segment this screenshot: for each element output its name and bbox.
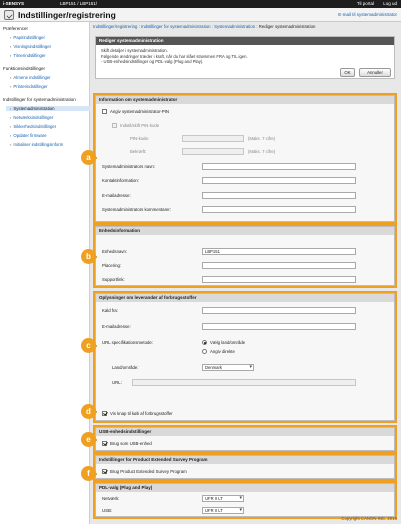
pin-input[interactable] [182, 135, 244, 142]
section-admin-title: Information om systemadministrator [96, 96, 394, 104]
url-method-label: URL specifikationsmetode: [102, 340, 153, 345]
section-device-title: Enhedsinformation [96, 227, 394, 235]
section-survey-title: Indstillinger for Product Extended Survey Program [96, 456, 394, 464]
admin-comment-input[interactable] [202, 206, 356, 213]
section-pdl-title: PDL-valg (Plug and Play) [96, 484, 394, 492]
supplier-email-label: E-mailadresse: [102, 324, 131, 329]
section-supplier-info [95, 293, 395, 421]
pin-max-note: (Maks. 7 cifre) [248, 136, 276, 141]
use-survey-label: Brug Product Extended Survey Program [110, 469, 187, 474]
show-buy-button-label: Vis knap til køb af forbrugsstoffer [110, 411, 173, 416]
direct-url-label: Angiv direkte [210, 349, 235, 354]
admin-name-label: Systemadministrators navn: [102, 164, 156, 169]
sidebar-item-initialize[interactable]: ▪ Initialiser indstillingsinform [10, 142, 63, 147]
sidebar-group-preferences: Præferencer [3, 26, 29, 31]
section-device-info [95, 226, 395, 286]
supplier-email-input[interactable] [202, 323, 356, 330]
sidebar-item-firmware[interactable]: ▪ Opdater firmware [10, 133, 47, 138]
device-name-label: Enhedsnavn: [102, 249, 128, 254]
sidebar-item-timer[interactable]: ▪ Timerindstillinger [10, 53, 46, 58]
section-usb-title: USB-enhedsindstillinger [96, 428, 394, 436]
location-input[interactable] [202, 262, 356, 269]
change-pin-label: Indstil/skift PIN-kode [120, 123, 160, 128]
breadcrumb: Indstillinger/registrering : Indstillinger for systemadministration : Systemadministration : Rediger systemadministration [93, 24, 316, 29]
select-country-radio[interactable] [202, 340, 207, 345]
edit-header-title: Rediger systemadministration [96, 37, 394, 45]
callout-f: f [81, 466, 96, 481]
sidebar-group-admin: Indstillinger for systemadministration [3, 97, 76, 102]
sidebar-item-network[interactable]: ▪ Netværksindstillinger [10, 115, 53, 120]
confirm-pin-input[interactable] [182, 148, 244, 155]
network-pdl-select[interactable]: UFR II LT ▾ [202, 495, 244, 502]
section-usb [95, 427, 395, 451]
support-link-input[interactable] [202, 276, 356, 283]
admin-name-input[interactable] [202, 163, 356, 170]
settings-check-icon [4, 10, 14, 20]
country-label: Land/område: [112, 365, 139, 370]
logout-link[interactable]: Log ud [383, 1, 397, 6]
admin-email-input[interactable] [202, 192, 356, 199]
show-buy-button-checkbox[interactable] [102, 411, 107, 416]
set-admin-pin-checkbox[interactable] [102, 109, 107, 114]
usb-pdl-label: USB: [102, 508, 113, 513]
sidebar-item-printer[interactable]: ▪ Printerindstillinger [10, 84, 48, 89]
url-input[interactable] [132, 379, 356, 386]
sidebar-item-display[interactable]: ▪ Visningsindstillinger [10, 44, 51, 49]
usb-pdl-select[interactable]: UFR II LT ▾ [202, 507, 244, 514]
callout-a: a [81, 150, 96, 165]
edit-info-text: Skift detaljer i systemadministration. Følgende ændringer træder i kraft, når du har slået strømmen FRA og TIL igen. - USB-enhedsindstillinger og PDL-valg (Plug and Play). [101, 48, 248, 64]
sidebar-group-function: Funktionsindstillinger [3, 66, 46, 71]
call-from-label: Kald fra: [102, 308, 119, 313]
set-admin-pin-label: Angiv systemadministrator-PIN [110, 109, 169, 114]
confirm-max-note: (Maks. 7 cifre) [248, 149, 276, 154]
top-bar [0, 0, 401, 8]
section-supplier-title: Oplysninger om leverandør af forbrugsstoffer [96, 294, 394, 302]
callout-b: b [81, 249, 96, 264]
section-pdl [95, 483, 395, 517]
device-name-input[interactable]: LBP151 [202, 248, 356, 255]
sidebar-item-security[interactable]: ▪ Sikkerhedsindstillinger [10, 124, 56, 129]
sidebar-item-system-admin[interactable]: ▪ Systemadministration [6, 106, 90, 111]
main-content [90, 22, 401, 524]
callout-d: d [81, 404, 96, 419]
admin-comment-label: Systemadministrators kommentarer: [102, 207, 172, 212]
portal-link[interactable]: Til portal [356, 1, 374, 6]
section-survey [95, 455, 395, 479]
call-from-input[interactable] [202, 307, 356, 314]
country-select[interactable]: Denmark ▾ [202, 364, 254, 371]
breadcrumb-current: Rediger systemadministration [258, 24, 316, 29]
sidebar [0, 22, 90, 524]
change-pin-checkbox[interactable] [112, 123, 117, 128]
support-link-label: Supportlink: [102, 277, 125, 282]
contact-input[interactable] [202, 177, 356, 184]
edit-header-box [95, 36, 395, 79]
callout-e: e [81, 432, 96, 447]
breadcrumb-links[interactable]: Indstillinger/registrering : Indstillinger for systemadministration : Systemadministration [93, 24, 256, 29]
page-title: Indstillinger/registrering [18, 10, 116, 20]
network-pdl-label: Netværk: [102, 496, 120, 501]
ok-button[interactable]: OK [340, 68, 355, 77]
location-label: Placering: [102, 263, 122, 268]
sidebar-item-general[interactable]: ▪ Almene indstillinger [10, 75, 51, 80]
section-admin-info [95, 95, 395, 222]
callout-c: c [81, 338, 96, 353]
title-bar [0, 8, 401, 22]
brand-logo: i-SENSYS [3, 1, 25, 6]
copyright: Copyright CANON INC. 2015 [341, 516, 397, 521]
direct-url-radio[interactable] [202, 349, 207, 354]
admin-email-label: E-mailadresse: [102, 193, 131, 198]
use-survey-checkbox[interactable] [102, 469, 107, 474]
model-name: LBP151 / LBP151/ [60, 1, 98, 6]
sidebar-item-paper[interactable]: ▪ Papirindstillinger [10, 35, 45, 40]
url-label: URL: [112, 380, 122, 385]
use-as-usb-label: Brug som USB-enhed [110, 441, 152, 446]
contact-label: Kontaktinformation: [102, 178, 140, 183]
pin-label: PIN-kode: [130, 136, 150, 141]
email-admin-link[interactable]: E-mail til systemadministrator [338, 12, 397, 17]
select-country-label: Vælg land/område [210, 340, 246, 345]
use-as-usb-checkbox[interactable] [102, 441, 107, 446]
cancel-button[interactable]: Annuller [359, 68, 391, 77]
confirm-pin-label: Bekræft: [130, 149, 147, 154]
